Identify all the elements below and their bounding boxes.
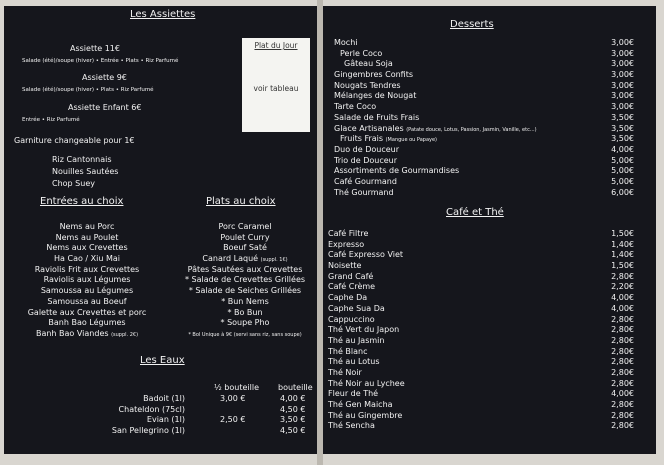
table-row: Chateldon (75cl) 4,50 € xyxy=(118,404,306,414)
eaux-list xyxy=(40,394,320,437)
list-item: Raviolis Frit aux Crevettes xyxy=(34,264,140,274)
list-item: * Bun Nems xyxy=(221,296,269,306)
list-item: Duo de Douceur 4,00€ xyxy=(334,144,634,154)
table-row: San Pellegrino (1l) 4,50 € xyxy=(111,426,306,436)
list-item: Thé Gen Maicha 2,80€ xyxy=(328,400,634,409)
assiette-1-desc: Salade (été)/soupe (hiver) • Entrée • Plats • Riz Parfumé xyxy=(22,58,179,64)
list-item: Galette aux Crevettes et porc xyxy=(27,307,147,317)
assiette-2-desc: Salade (été)/soupe (hiver) • Plats • Riz Parfumé xyxy=(22,87,154,93)
list-item: Samoussa au Boeuf xyxy=(47,296,127,306)
list-item: Nougats Tendres 3,00€ xyxy=(334,80,634,90)
list-item: Thé Sencha 2,80€ xyxy=(328,421,634,431)
eaux-header-half: ½ bouteille xyxy=(214,383,259,392)
eaux-header-full: bouteille xyxy=(278,383,313,392)
list-item: Caphe Sua Da 4,00€ xyxy=(328,303,634,313)
list-item: Glace Artisanales (Patate douce, Lotus, Passion, Jasmin, Vanille, etc...) 3,50€ xyxy=(334,123,634,133)
cafe-list xyxy=(328,229,634,432)
plat-du-jour-box xyxy=(242,38,310,132)
list-item: Thé au Jasmin 2,80€ xyxy=(328,335,634,345)
list-item: * Soupe Pho xyxy=(220,318,270,328)
garniture-item: Nouilles Sautées xyxy=(52,167,119,176)
list-item: Thé Vert du Japon 2,80€ xyxy=(328,325,634,335)
list-item: Thé au Gingembre 2,80€ xyxy=(328,410,634,420)
assiettes-title: Les Assiettes xyxy=(130,9,196,20)
garniture-item: Riz Cantonnais xyxy=(52,155,112,164)
list-item: Banh Bao Légumes xyxy=(48,318,126,328)
assiette-1-name: Assiette 11€ xyxy=(70,44,120,53)
list-item: Poulet Curry xyxy=(220,232,270,242)
list-item: Nems aux Crevettes xyxy=(46,243,128,253)
list-item: Thé Gourmand 6,00€ xyxy=(334,187,634,197)
list-item: * Salade de Crevettes Grillées xyxy=(184,275,306,285)
item-note: (suppl. 1€) xyxy=(260,257,288,264)
list-item: Gâteau Soja 3,00€ xyxy=(344,59,634,69)
list-item: Café Gourmand 5,00€ xyxy=(334,176,634,186)
list-item: Canard Laqué (suppl. 1€) xyxy=(202,254,288,264)
desserts-title: Desserts xyxy=(450,19,494,30)
plats-footnote: * Bol Unique à 9€ (servi sans riz, sans soupe) xyxy=(188,331,302,338)
list-item: Nems au Porc xyxy=(59,222,115,231)
list-item: Café Expresso Viet 1,40€ xyxy=(328,250,634,260)
list-item: Nems au Poulet xyxy=(55,232,119,242)
list-item: Perle Coco 3,00€ xyxy=(340,48,634,58)
list-item: Gingembres Confits 3,00€ xyxy=(334,70,634,80)
list-item: Caphe Da 4,00€ xyxy=(328,293,634,303)
list-item: Samoussa au Légumes xyxy=(40,286,134,296)
list-item: Mochi 3,00€ xyxy=(334,38,634,47)
list-item: Thé Noir 2,80€ xyxy=(328,367,634,377)
list-item: Pâtes Sautées aux Crevettes xyxy=(187,264,303,274)
list-item: * Salade de Seiches Grillées xyxy=(188,286,302,296)
list-item: Boeuf Saté xyxy=(223,243,267,253)
list-item: Cappuccino 2,80€ xyxy=(328,314,634,324)
garniture-item: Chop Suey xyxy=(52,179,95,188)
list-item: Grand Café 2,80€ xyxy=(328,271,634,281)
list-item: Banh Bao Viandes (suppl. 2€) xyxy=(35,328,139,338)
list-item: Expresso 1,40€ xyxy=(328,239,634,249)
list-item: Café Filtre 1,50€ xyxy=(328,229,634,238)
assiette-2-name: Assiette 9€ xyxy=(82,73,127,82)
list-item: Thé Noir au Lychee 2,80€ xyxy=(328,378,634,388)
list-item: Tarte Coco 3,00€ xyxy=(334,102,634,112)
assiette-3-desc: Entrée • Riz Parfumé xyxy=(22,117,80,123)
table-row: Badoit (1l) 3,00 € 4,00 € xyxy=(143,394,306,403)
eaux-title: Les Eaux xyxy=(140,355,185,366)
plats-title: Plats au choix xyxy=(206,196,276,207)
plats-list xyxy=(170,222,320,340)
table-row: Evian (1l) 2,50 € 3,50 € xyxy=(146,415,306,425)
assiette-3-name: Assiette Enfant 6€ xyxy=(68,103,142,112)
list-item: Porc Caramel xyxy=(218,222,272,231)
item-note: (Patate douce, Lotus, Passion, Jasmin, Vanille, etc...) xyxy=(406,126,537,133)
entrees-title: Entrées au choix xyxy=(40,196,124,207)
cafe-title: Café et Thé xyxy=(446,207,504,218)
entrees-list xyxy=(12,222,162,340)
list-item: Thé Blanc 2,80€ xyxy=(328,346,634,356)
list-item: Fruits Frais (Mangue ou Papaye) 3,50€ xyxy=(340,134,634,144)
list-item: Noisette 1,50€ xyxy=(328,261,634,271)
list-item: Fleur de Thé 4,00€ xyxy=(328,389,634,399)
list-item: Thé au Lotus 2,80€ xyxy=(328,357,634,367)
plat-du-jour-body: voir tableau xyxy=(253,84,299,93)
item-note: (suppl. 2€) xyxy=(111,331,139,338)
list-item: Trio de Douceur 5,00€ xyxy=(334,155,634,165)
list-item: * Bo Bun xyxy=(227,307,263,317)
item-note: (Mangue ou Papaye) xyxy=(385,137,438,144)
list-item: Ha Cao / Xiu Mai xyxy=(54,254,120,264)
garniture-text: Garniture changeable pour 1€ xyxy=(14,136,135,145)
list-item: Raviolis aux Légumes xyxy=(43,275,131,285)
list-item: Salade de Fruits Frais 3,50€ xyxy=(334,112,634,122)
list-item: Mélanges de Nougat 3,00€ xyxy=(334,91,634,101)
desserts-list xyxy=(334,38,634,198)
list-item: Café Crème 2,20€ xyxy=(328,282,634,292)
plat-du-jour-title: Plat du Jour xyxy=(254,41,298,50)
list-item: Assortiments de Gourmandises 5,00€ xyxy=(334,166,634,176)
